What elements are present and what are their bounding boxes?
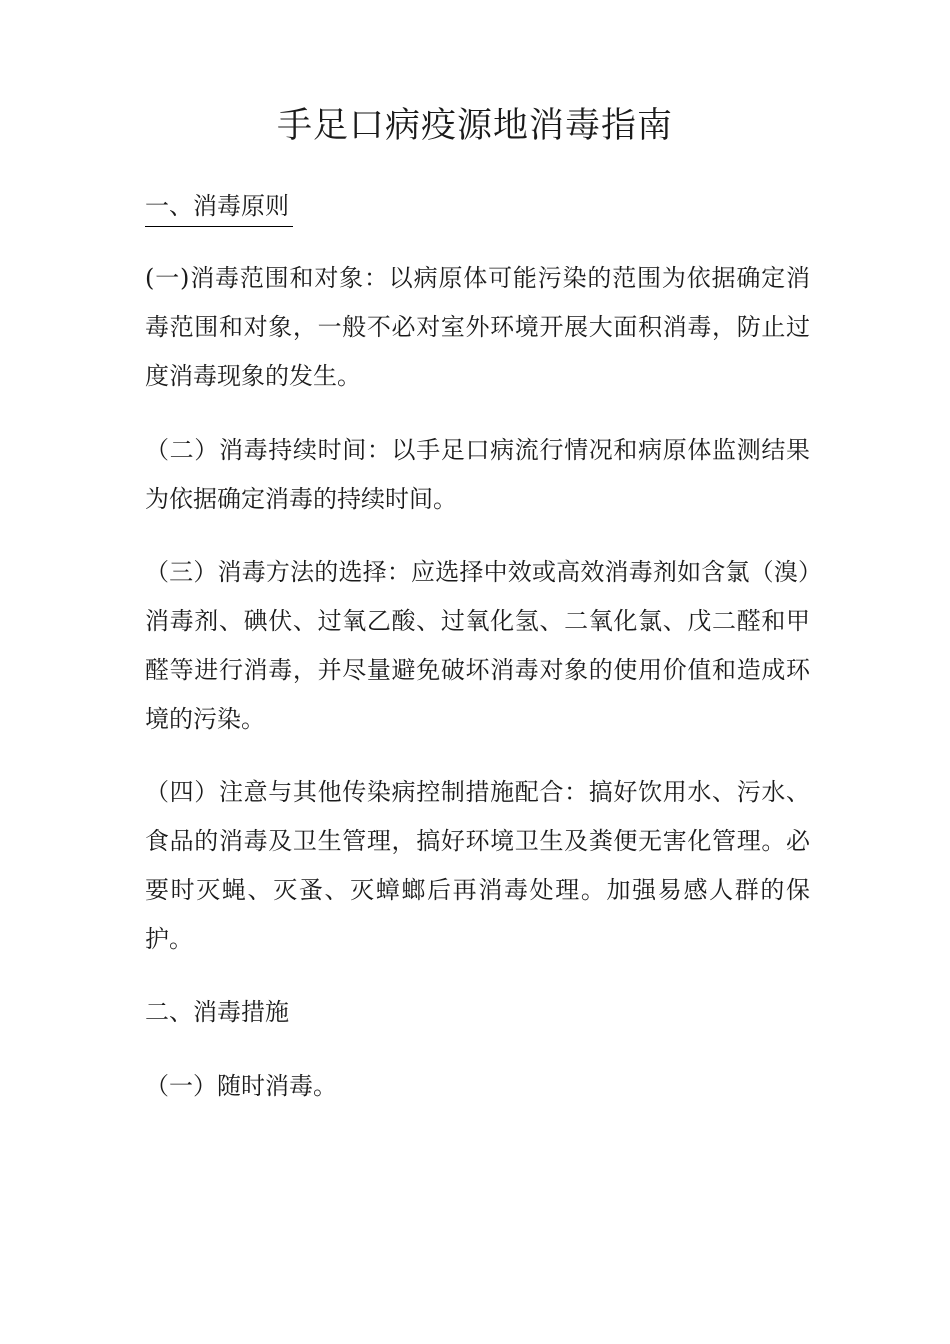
document-title: 手足口病疫源地消毒指南 [276, 106, 673, 146]
section-heading-principles: 一、消毒原则 [145, 188, 293, 227]
paragraph-duration: （二）消毒持续时间：以手足口病流行情况和病原体监测结果为依据确定消毒的持续时间。 [145, 436, 810, 513]
paragraph-ongoing-disinfection: （一）随时消毒。 [145, 1072, 337, 1100]
section-heading-measures: 二、消毒措施 [145, 998, 289, 1026]
paragraph-method: （三）消毒方法的选择：应选择中效或高效消毒剂如含氯（溴）消毒剂、碘伏、过氧乙酸、过氧化氢、二氧化氯、戊二醛和甲醛等进行消毒，并尽量避免破坏消毒对象的使用价值和造成环境的污染。 [145, 558, 810, 733]
paragraph-scope: (一)消毒范围和对象：以病原体可能污染的范围为依据确定消毒范围和对象，一般不必对室外环境开展大面积消毒，防止过度消毒现象的发生。 [145, 264, 810, 390]
paragraph-coordination: （四）注意与其他传染病控制措施配合：搞好饮用水、污水、食品的消毒及卫生管理，搞好环境卫生及粪便无害化管理。必要时灭蝇、灭蚤、灭蟑螂后再消毒处理。加强易感人群的保护。 [145, 778, 810, 953]
